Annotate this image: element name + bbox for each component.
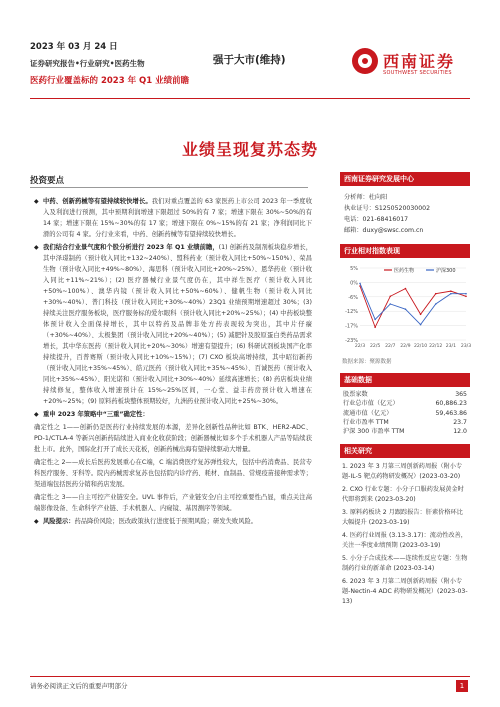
- relative-index-chart: [340, 262, 470, 354]
- footer-disclaimer: 请务必阅读正文后的重要声明部分: [30, 682, 128, 690]
- risk-warning: [34, 516, 312, 527]
- logo-text-cn: 西南证券: [383, 52, 456, 71]
- data-point: [465, 295, 467, 297]
- data-point: [389, 303, 391, 305]
- analyst-phone: 电话：021-68416017: [344, 216, 409, 223]
- fundamentals-table: [340, 390, 470, 436]
- invest-divider: [30, 187, 308, 188]
- fund-label: 沪深 300 市盈率 TTM: [343, 428, 405, 436]
- fund-value: 12.0: [453, 428, 467, 436]
- y-tick-label: 0%: [350, 280, 358, 287]
- table-row: [340, 399, 470, 408]
- data-point: [374, 319, 376, 321]
- x-tick-label: 22/3: [354, 344, 366, 349]
- invest-heading: 投资要点: [30, 176, 65, 186]
- report-date: 2023 年 03 月 24 日: [30, 42, 118, 52]
- chart-section: [340, 244, 470, 365]
- series-line: [360, 283, 466, 324]
- data-point: [435, 293, 437, 295]
- certainty-2: 确定性之 2——成长后医药发展重心在C端，C 端消费医疗复苏弹性较大，包括中药消费品、民营专科医疗服务、牙科等。院内药械需求复苏也包括院内诊疗药、耗材、血制品、常规疫苗接种需求等；渠道端包括医药分销和药店发展。: [34, 459, 312, 488]
- industry-rating: 强于大市(维持): [213, 54, 286, 66]
- analyst-email[interactable]: 邮箱：duxy@swsc.com.cn: [344, 227, 424, 234]
- risk-lead: 风险提示：: [43, 518, 75, 525]
- y-tick-label: -12%: [345, 309, 358, 316]
- y-tick-label: -23%: [345, 338, 358, 344]
- report-subtitle: 医药行业覆盖标的 2023 年 Q1 业绩前瞻: [30, 76, 190, 86]
- legend-label: 医药生物: [394, 268, 415, 274]
- fund-value: 59,463.86: [435, 409, 467, 417]
- fundamentals-section: [340, 373, 470, 436]
- table-row: [340, 409, 470, 418]
- x-tick-label: 22/12: [429, 344, 443, 349]
- related-item[interactable]: 6. 2023 年 3 月第二周创新药周报（附小专题-Nectin-4 ADC 药物研发概况）(2023-03-13): [342, 578, 468, 606]
- x-tick-label: 23/3: [460, 344, 472, 349]
- fund-label: 行业市盈率 TTM: [343, 418, 389, 426]
- data-point: [405, 308, 407, 310]
- chart-title: 行业相对指数表现: [340, 244, 470, 258]
- table-row: [340, 390, 470, 399]
- key-point-1-lead: 中药、创新药械等有望持续较快增长。: [43, 198, 152, 205]
- certainty-1: 确定性之 1——创新仍是医药行业持续发展的本源，差异化创新性品种比如 BTK、HER2-ADC、PD-1/CTLA-4 等新兴创新药陆续进入商业化收获阶段；创新器械比如多个手术机器人产品等陆续获批上市。此外，国际化打开了成长天花板，创新药械出海有望持续驱动大增量。: [34, 424, 312, 453]
- key-point-3: [34, 409, 312, 420]
- related-section: [340, 444, 470, 607]
- page-number: 1: [456, 680, 468, 692]
- x-tick-label: 22/10: [413, 344, 428, 349]
- related-item[interactable]: 5. 小分子合成技术——连续性反应专题：生物制药行业的新革命 (2023-03-14): [342, 555, 468, 573]
- report-title: 业绩呈现复苏态势: [181, 140, 318, 159]
- certainty-3: 确定性之 3——自主可控产业链安全。UVL 事件后，产业链安全/自主可控重要性凸显，重点关注高端影像设备、生命科学产业链、手术机器人、内窥镜、基因测序等领域。: [34, 494, 312, 512]
- related-item[interactable]: 2. CXO 行业专题：小分子口服药发展黄金时代即将到来 (2023-03-20): [342, 486, 464, 504]
- x-tick-label: 22/9: [400, 344, 411, 349]
- related-title: 相关研究: [340, 444, 470, 458]
- series-line: [360, 286, 466, 327]
- related-item[interactable]: 1. 2023 年 3 月第三周创新药周报（附小专题-IL-5 靶点药物研发概况）(2023-03-20): [342, 463, 463, 481]
- y-tick-label: -6%: [348, 294, 358, 301]
- data-point: [389, 295, 391, 297]
- fund-value: 365: [455, 391, 467, 398]
- data-point: [420, 313, 422, 315]
- related-item[interactable]: 4. 医药行业周报 (3.13-3.17)：流动性改善，关注一季度业绩预期 (2023-03-19): [342, 532, 467, 550]
- data-point: [465, 293, 467, 295]
- x-tick-label: 23/1: [445, 344, 457, 349]
- chart-wrap: [340, 258, 470, 356]
- data-point: [359, 283, 361, 285]
- logo-text-en: SOUTHWEST SECURITIES: [383, 70, 452, 76]
- fund-value: 60,886.23: [435, 400, 467, 408]
- team-title: 西南证券研究发展中心: [340, 172, 470, 186]
- analyst-name: 分析师：杜向阳: [344, 194, 388, 201]
- header-divider: [30, 98, 470, 99]
- y-tick-label: 5%: [350, 266, 358, 272]
- related-item[interactable]: 3. 原料药板块 2 月跟踪报告：肝素价格环比大幅提升 (2023-03-19): [342, 509, 463, 527]
- data-point: [420, 324, 422, 326]
- key-point-2-lead: 我们结合行业景气度和个股分析进行 2023 年 Q1 业绩前瞻，: [43, 244, 219, 251]
- risk-body: 药品降价风险；医改政策执行进度低于预期风险；研发失败风险。: [74, 518, 258, 525]
- related-list: [340, 458, 470, 607]
- fundamentals-title: 基础数据: [340, 373, 470, 387]
- fund-value: 23.7: [453, 418, 467, 426]
- table-row: [340, 418, 470, 427]
- analyst-info: [340, 186, 470, 236]
- report-category: 证券研究报告•行业研究•医药生物: [30, 59, 145, 68]
- data-point: [405, 288, 407, 290]
- key-point-2-body: (1) 创新药及制剂板块稳步增长，其中泽璟制药（预计收入同比+132~240%）、盟科药业（预计收入同比+50%~150%）、荣昌生物（预计收入同比+49%~80%）、海思科（预计收入同比+20%~25%）、恩华药业（预计收入同比+11%~21%）；(2) 医疗器械行业景气度仍在，其中祥生医疗（预计收入同比+50%~100%）、澳华内镜（预计收入同比+50%~60%）、健帆生物（预计收入同比+30%~40%）、普门科技（预计收入同比+30%~40%）23Q1 业绩预期增速超过 30%；(3) 持续关注医疗服务板块，医疗服务标的爱尔眼科（预计收入同比+20%~25%）；(4) 中药板块整体预计收入全面保持增长，其中以特药及品牌非处方药表现较为突出，其中片仔癀（+30%~40%）、太极集团（预计收入同比+20%~40%）；(5) 减肥针及胶原蛋白类药品需求增长，其中华东医药（预计收入同比+20%~30%）增速有望提升；(6) 科研试剂板块国产化率持续提升，百普赛斯（预计收入同比+10%~15%）；(7) CXO 板块高增持续，其中昭衍新药（预计收入同比+35%~45%）、皓元医药（预计收入同比+35%~45%）、百诚医药（预计收入同比+35%~45%）、阳光诺和（预计收入同比+30%~40%）延续高速增长；(8) 药店板块业绩持续修复，整体收入增速预计在 15%~25%区间，一心堂、益丰药房预计收入增速在+20%~25%；(9) 原料药板块整体预期较好，九洲药业预计收入同比+25%~30%。: [43, 244, 313, 405]
- key-point-3-lead: 重申 2023 年策略中“三重”确定性：: [43, 411, 149, 418]
- sidebar: [340, 172, 470, 610]
- data-point: [374, 326, 376, 328]
- main-content: [34, 196, 312, 529]
- data-point: [435, 303, 437, 305]
- key-point-2: [34, 242, 312, 407]
- y-tick-label: -17%: [345, 323, 358, 330]
- key-point-1: [34, 196, 312, 240]
- logo-mark-icon: [352, 48, 378, 74]
- x-tick-label: 22/7: [385, 344, 396, 349]
- analyst-license: 执业证号：S1250520030002: [344, 205, 431, 212]
- chart-source: 数据来源：聚源数据: [342, 359, 392, 365]
- x-tick-label: 22/5: [369, 344, 381, 349]
- data-point: [450, 290, 452, 292]
- footer-divider: [30, 676, 470, 677]
- fund-label: 流通市值（亿元）: [343, 409, 393, 417]
- key-point-1-body: 我们对重点覆盖的 63 家医药上市公司 2023 年一季度收入及利润进行预测，其中预期利润增速下限超过 50%的有 7 家；增速下限在 30%~50%的有 14 家；增速下限在 15%~30%的有 17 家；增速下限在 0%~15%的有 21 家；净利润同比下滑的公司有 4 家。分行业来看，中药、创新药械等有望持续较快增长。: [43, 198, 312, 238]
- fund-label: 股票家数: [343, 391, 368, 398]
- data-point: [450, 293, 452, 295]
- table-row: [340, 427, 470, 436]
- fund-label: 行业总市值（亿元）: [343, 400, 399, 408]
- company-logo: [352, 46, 472, 86]
- legend-label: 沪深300: [436, 268, 456, 274]
